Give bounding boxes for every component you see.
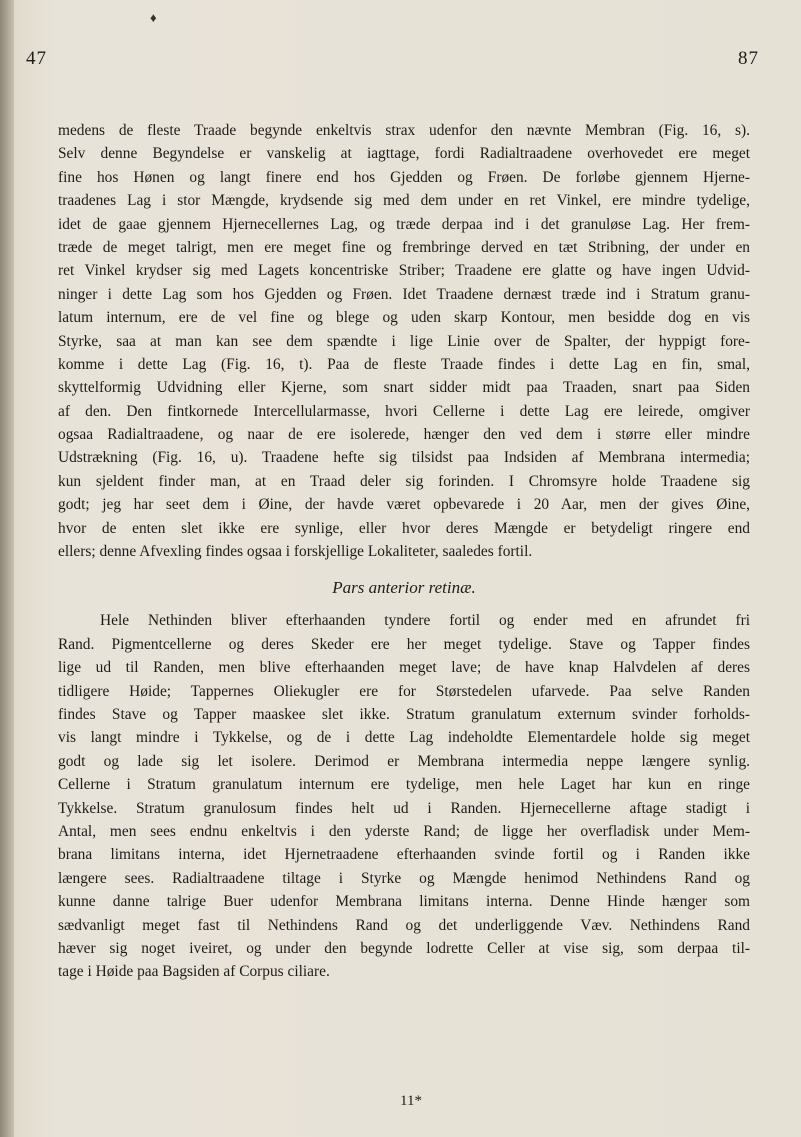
text-line: træde de meget talrigt, men ere meget fine og frembringe derved en tæt Stribning, der under en [58, 238, 750, 256]
text-line: Tykkelse. Stratum granulosum findes helt ud i Randen. Hjernecellerne aftage stadigt i [58, 799, 750, 817]
paragraph-1 [58, 119, 750, 563]
ink-mark: ♦ [150, 10, 157, 25]
text-line: Styrke, saa at man kan see dem spændte i lige Linie over de Spalter, der hyppigt fore- [58, 332, 750, 350]
text-line: kun sjeldent finder man, at en Traad deler sig forinden. I Chromsyre holde Traadene sig [58, 472, 750, 490]
paragraph-2 [58, 609, 750, 983]
text-line: tage i Høide paa Bagsiden af Corpus ciliare. [58, 963, 330, 981]
text-line: længere sees. Radialtraadene tiltage i Styrke og Mængde henimod Nethindens Rand og [58, 869, 750, 887]
section-heading: Pars anterior retinæ. [332, 578, 476, 598]
text-line: af den. Den fintkornede Intercellularmasse, hvori Cellerne i dette Lag ere leirede, omgiver [58, 402, 750, 420]
text-line: ninger i dette Lag som hos Gjedden og Frøen. Idet Traadene dernæst træde ind i Stratum granu- [58, 285, 750, 303]
text-line: medens de fleste Traade begynde enkeltvis strax udenfor den nævnte Membran (Fig. 16, s). [58, 122, 750, 139]
text-line: hæver sig noget iveiret, og under den begynde lodrette Celler at vise sig, som derpaa til- [58, 939, 750, 957]
text-line: sædvanligt meget fast til Nethindens Rand og det underliggende Væv. Nethindens Rand [58, 916, 750, 934]
body-text [58, 119, 750, 984]
text-line: vis langt mindre i Tykkelse, og de i dette Lag indeholdte Elementardele holde sig meget [58, 729, 750, 747]
text-line: brana limitans interna, idet Hjernetraadene efterhaanden svinde fortil og i Randen ikke [58, 846, 750, 864]
text-line: idet de gaae gjennem Hjernecellernes Lag, og træde derpaa ind i det granuløse Lag. Her frem- [58, 215, 750, 233]
text-line: findes Stave og Tapper maaskee slet ikke. Stratum granulatum externum svinder forholds- [58, 705, 750, 723]
text-line: Selv denne Begyndelse er vanskelig at iagttage, fordi Radialtraadene overhovedet ere meget [58, 145, 750, 163]
binding-shadow [0, 0, 14, 1137]
text-line: traadenes Lag i stor Mængde, krydsende sig med dem under en ret Vinkel, ere mindre tydelige, [58, 192, 750, 210]
text-line: lige ud til Randen, men blive efterhaanden meget lave; de have knap Halvdelen af deres [58, 659, 750, 677]
folio-number-left: 47 [26, 48, 47, 69]
text-line: ellers; denne Afvexling findes ogsaa i forskjellige Lokaliteter, saaledes fortil. [58, 543, 533, 561]
signature-mark: 11* [400, 1093, 422, 1109]
text-line: Hele Nethinden bliver efterhaanden tyndere fortil og ender med en afrundet fri [100, 612, 750, 630]
text-line: fine hos Hønen og langt finere end hos Gjedden og Frøen. De forløbe gjennem Hjerne- [58, 168, 750, 186]
text-line: hvor de enten slet ikke ere synlige, eller hvor deres Mængde er betydeligt ringere end [58, 519, 750, 537]
text-line: ogsaa Radialtraadene, og naar de ere isolerede, hænger den ved dem i større eller mindre [58, 426, 750, 444]
folio-number-right: 87 [738, 48, 759, 69]
text-line: tidligere Høide; Tappernes Oliekugler ere for Størstedelen ufarvede. Paa selve Randen [58, 682, 750, 700]
text-line: Udstrækning (Fig. 16, u). Traadene hefte sig tilsidst paa Indsiden af Membrana intermedia; [58, 449, 750, 467]
text-line: godt; jeg har seet dem i Øine, der havde været opbevarede i 20 Aar, men der gives Øine, [58, 496, 750, 514]
text-line: latum internum, ere de vel fine og blege og uden skarp Kontour, men besidde dog en vis [58, 309, 750, 327]
text-line: ret Vinkel krydser sig med Lagets koncentriske Striber; Traadene ere glatte og have ingen Udvid- [58, 262, 750, 280]
text-line: Cellerne i Stratum granulatum internum ere tydelige, men hele Laget har kun en ringe [58, 776, 750, 794]
text-line: godt og lade sig let isolere. Derimod er Membrana intermedia neppe længere synlig. [58, 752, 750, 770]
text-line: Rand. Pigmentcellerne og deres Skeder ere her meget tydelige. Stave og Tapper findes [58, 635, 750, 653]
text-line: kunne danne talrige Buer udenfor Membrana limitans interna. Denne Hinde hænger som [58, 893, 750, 911]
text-line: skyttelformig Udvidning eller Kjerne, som snart sidder midt paa Traaden, snart paa Siden [58, 379, 750, 397]
text-line: Antal, men sees endnu enkeltvis i den yderste Rand; de ligge her overfladisk under Mem- [58, 822, 750, 840]
text-line: komme i dette Lag (Fig. 16, t). Paa de fleste Traade findes i dette Lag en fin, smal, [58, 355, 750, 373]
